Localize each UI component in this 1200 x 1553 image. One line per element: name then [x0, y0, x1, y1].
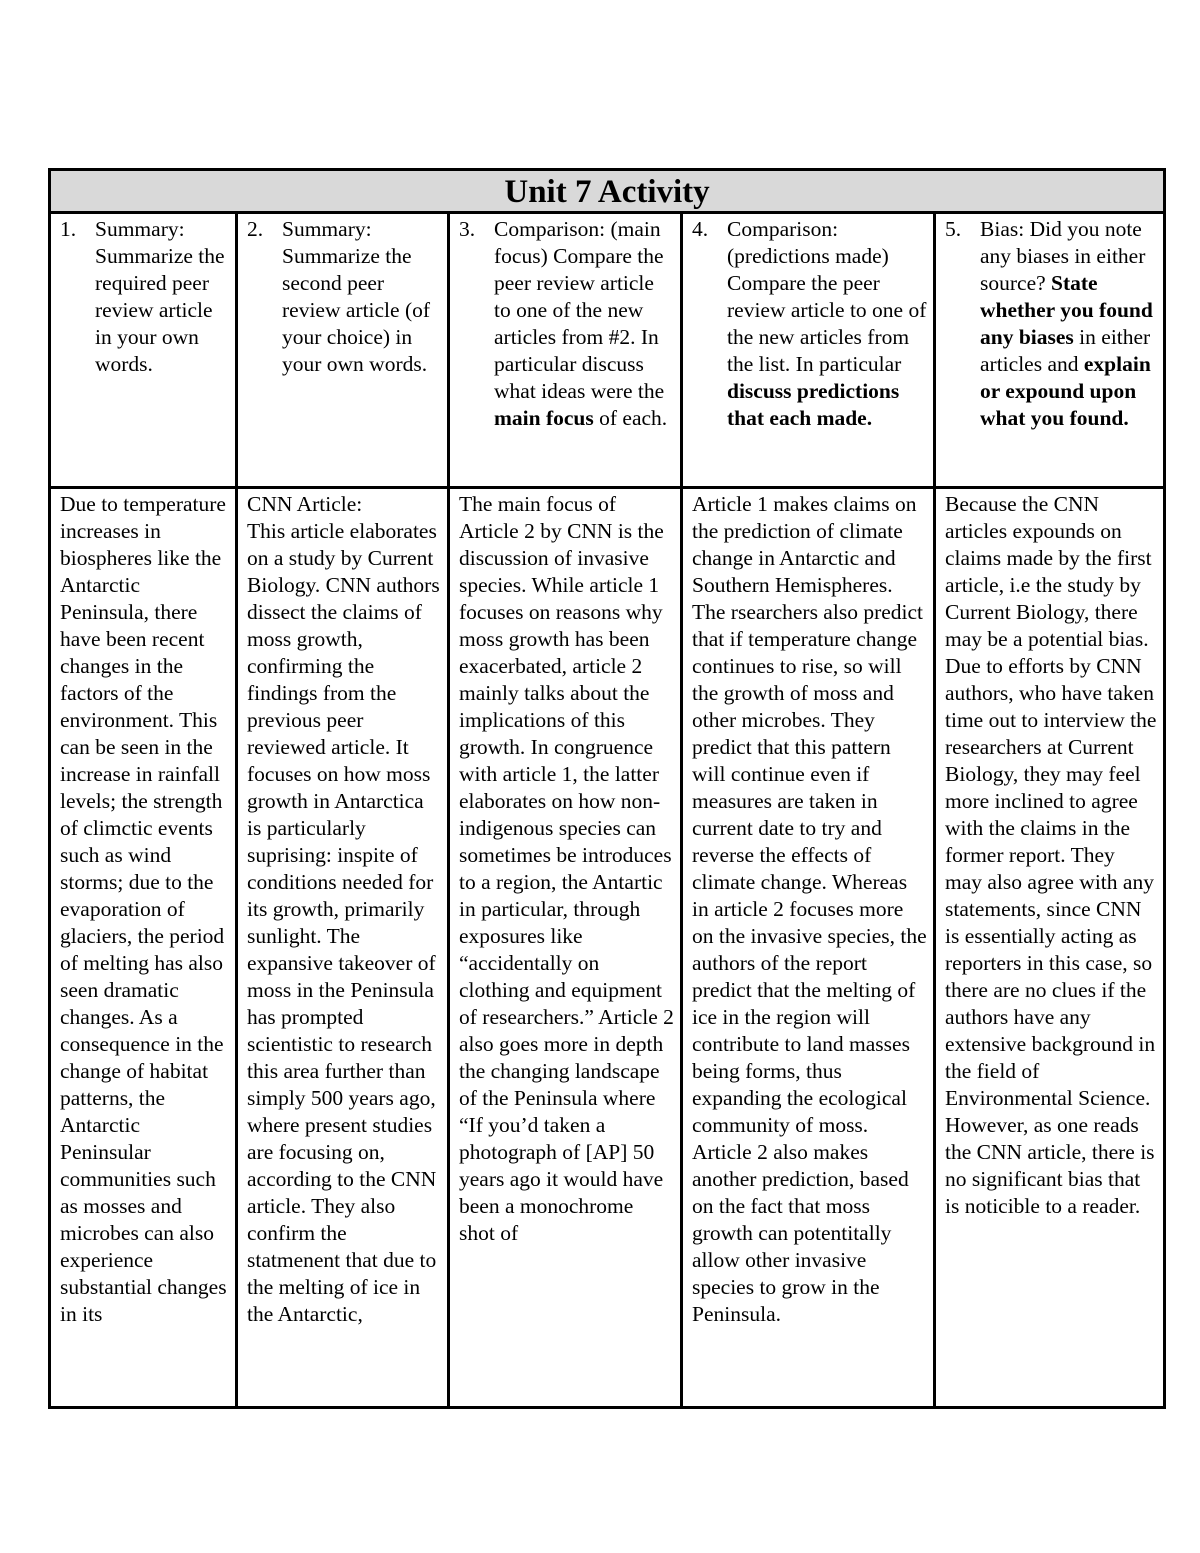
prompt-1 — [60, 216, 229, 378]
activity-table — [48, 168, 1166, 1409]
prompt-number: 1. — [60, 217, 77, 241]
prompt-text — [980, 216, 1157, 432]
prompt-run: of each. — [593, 406, 668, 430]
prompt-5 — [945, 216, 1157, 432]
answer-text-2: CNN Article: This article elaborates on a study by Current Biology. CNN authors dissect the claims of moss growth, confirming the findings from the previous peer reviewed article. It focuses on how moss growth in Antarctica is particularly suprising: inspite of conditions needed for its growth, primarily sunlight. The expansive takeover of moss in the Peninsula has prompted scientistic to research this area further than simply 500 years ago, where present studies are focusing on, according to the CNN article. They also confirm the statmenent that due to the melting of ice in the Antarctic, — [247, 492, 440, 1326]
prompt-number: 5. — [945, 217, 962, 241]
prompt-run: Comparison: (main focus) Compare the peer review article to one of the new articles from #2. In particular discuss what ideas were the — [494, 217, 665, 403]
title-row — [50, 170, 1165, 213]
answer-cell-3 — [449, 488, 682, 1408]
answer-cell-4 — [682, 488, 935, 1408]
prompt-3 — [459, 216, 674, 432]
prompt-run: Bias: Did you note any biases in either source? — [980, 217, 1146, 295]
answer-text-3: The main focus of Article 2 by CNN is the discussion of invasive species. While article 1 focuses on reasons why moss growth has been exacerbated, article 2 mainly talks about the implications of this growth. In congruence with article 1, the latter elaborates on how non-indigenous species can sometimes be introduces to a region, the Antartic in particular, through exposures like “accidentally on clothing and equipment of researchers.” Article 2 also goes more in depth the changing landscape of the Peninsula where “If you’d taken a photograph of [AP] 50 years ago it would have been a monochrome shot of — [459, 492, 674, 1245]
answer-text-5: Because the CNN articles expounds on claims made by the first article, i.e the study by Current Biology, there may be a potential bias. Due to efforts by CNN authors, who have taken time out to interview the researchers at Current Biology, they may feel more inclined to agree with the claims in the former report. They may also agree with any statements, since CNN is essentially acting as reporters in this case, so there are no clues if the authors have any extensive background in the field of Environmental Science. However, as one reads the CNN article, there is no significant bias that is noticible to a reader. — [945, 492, 1157, 1218]
answer-row — [50, 488, 1165, 1408]
prompt-run: Comparison: (predictions made) Compare the peer review article to one of the new articles from the list. In particular — [727, 217, 927, 376]
answer-text-4: Article 1 makes claims on the prediction of climate change in Antarctic and Southern Hemispheres. The rsearchers also predict that if temperature change continues to rise, so will the growth of moss and other microbes. They predict that this pattern will continue even if measures are taken in current date to try and reverse the effects of climate change. Whereas in article 2 focuses more on the invasive species, the authors of the report predict that the melting of ice in the region will contribute to land masses being forms, thus expanding the ecological community of moss. Article 2 also makes another prediction, based on the fact that moss growth can potentitally allow other invasive species to grow in the Peninsula. — [692, 492, 927, 1326]
prompt-text — [95, 216, 229, 378]
answer-cell-2 — [237, 488, 449, 1408]
prompt-number: 2. — [247, 217, 264, 241]
prompt-cell-1 — [50, 213, 237, 488]
prompt-cell-2 — [237, 213, 449, 488]
page-title: Unit 7 Activity — [50, 170, 1165, 213]
prompt-4 — [692, 216, 927, 432]
prompt-text — [727, 216, 927, 432]
prompt-emphasis: main focus — [494, 406, 594, 430]
prompt-text — [494, 216, 674, 432]
prompt-cell-5 — [935, 213, 1165, 488]
prompt-emphasis: discuss predictions that each made. — [727, 379, 900, 430]
prompt-emphasis: explain or expound upon what you found. — [980, 352, 1151, 430]
answer-cell-5 — [935, 488, 1165, 1408]
prompt-row — [50, 213, 1165, 488]
prompt-number: 4. — [692, 217, 709, 241]
prompt-run: Summary: Summarize the second peer review article (of your choice) in your own words. — [282, 217, 431, 376]
answer-text-1: Due to temperature increases in biospheres like the Antarctic Peninsula, there have been recent changes in the factors of the environment. This can be seen in the increase in rainfall levels; the strength of climctic events such as wind storms; due to the evaporation of glaciers, the period of melting has also seen dramatic changes. As a consequence in the change of habitat patterns, the Antarctic Peninsular communities such as mosses and microbes can also experience substantial changes in its — [60, 492, 227, 1326]
prompt-2 — [247, 216, 441, 378]
prompt-run: in either articles and — [980, 325, 1151, 376]
prompt-emphasis: State whether you found any biases — [980, 271, 1153, 349]
prompt-cell-4 — [682, 213, 935, 488]
prompt-run: Summary: Summarize the required peer review article in your own words. — [95, 217, 225, 376]
prompt-number: 3. — [459, 217, 476, 241]
prompt-cell-3 — [449, 213, 682, 488]
answer-cell-1 — [50, 488, 237, 1408]
prompt-text — [282, 216, 441, 378]
